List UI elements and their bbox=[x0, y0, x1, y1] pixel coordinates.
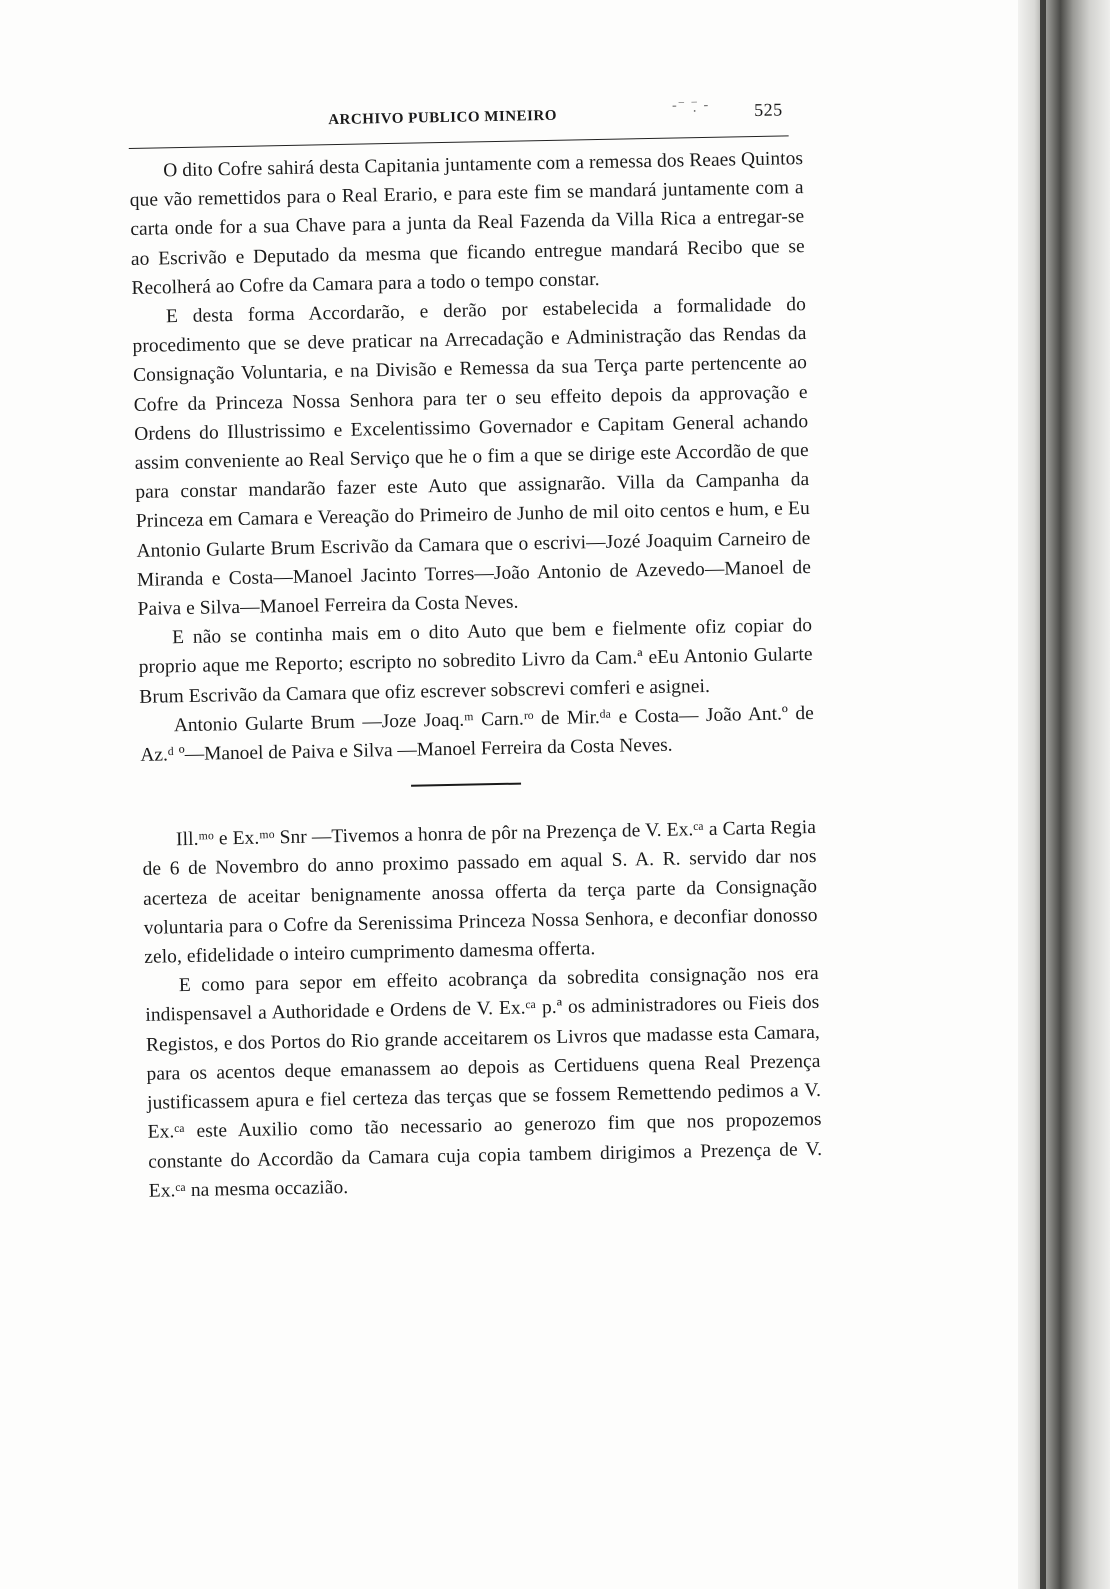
section-separator bbox=[411, 783, 521, 787]
scan-edge-shadow bbox=[1018, 0, 1110, 1589]
running-head bbox=[128, 95, 802, 138]
paragraph-copy-statement: E não se continha mais em o dito Auto que bem e fielmente ofiz copiar do proprio aque me Reporto; escripto no sobredito Livro da Cam.ª eEu Antonio Gularte Brum Escrivão da Camara que ofiz escrever sobscrevi comferi e asignei. bbox=[138, 615, 813, 708]
letter-paragraph-1: Ill.ᵐᵒ e Ex.ᵐᵒ Snr —Tivemos a honra de pôr na Prezença de V. Ex.ᶜᵃ a Carta Regia de 6 de Novembro do anno proximo passado em aqual S. A. R. servido dar nos acerteza de aceitar benignamente anossa offerta da terça parte da Consignação voluntaria para o Cofre da Serenissima Princeza Nossa Senhora, e deconfiar donosso zelo, efidelidade o inteiro cumprimento damesma offerta. bbox=[142, 817, 818, 968]
paragraph-cofre: O dito Cofre sahirá desta Capitania juntamente com a remessa dos Reaes Quintos que vão remettidos para o Real Erario, e para este fim se mandará juntamente com a carta onde for a sua Chave para a junta da Real Fazenda da Villa Rica a entregar-se ao Escrivão e Deputado da mesma que ficando entregue mandará Recibo que se Recolherá ao Cofre da Camara para a todo o tempo constar. bbox=[129, 148, 805, 299]
printer-mark: -⁻ ⁻̣̣ - bbox=[671, 97, 710, 114]
signature-line: Antonio Gularte Brum —Joze Joaq.ᵐ Carn.ʳᵒ de Mir.ᵈᵃ e Costa— João Ant.º de Az.ᵈ º—Manoel de Paiva e Silva —Manoel Ferreira da Costa Neves. bbox=[140, 702, 814, 766]
running-head-title: ARCHIVO PUBLICO MINEIRO bbox=[328, 107, 558, 129]
page-number: 525 bbox=[753, 99, 783, 120]
paragraph-accordarao: E desta forma Accordarão, e derão por estabelecida a formalidade do procedimento que se deve praticar na Arrecadação e Administração das Rendas da Consignação Voluntaria, e na Divisão e Remessa da sua Terça parte pertencente ao Cofre da Princeza Nossa Senhora para ter o seu effeito depois da approvação e Ordens do Illustrissimo e Excelentissimo Governador e Capitam General achando assim conveniente ao Real Serviço que he o fim a que se dirige este Accordão de que para constar mandarão fazer este Auto que assignarão. Villa da Campanha da Princeza em Camara e Vereação do Primeiro de Junho de mil oito centos e hum, e Eu Antonio Gularte Brum Escrivão da Camara que o escrivi—Jozé Joaquim Carneiro de Miranda e Costa—Manoel Jacinto Torres—João Antonio de Azevedo—Manoel de Paiva e Silva—Manoel Ferreira da Costa Neves. bbox=[132, 294, 812, 620]
page-binding-edge bbox=[1040, 0, 1046, 1589]
page-text bbox=[128, 95, 823, 1206]
letter-paragraph-2: E como para sepor em effeito acobrança da sobredita consignação nos era indispensavel a Authoridade e Ordens de V. Ex.ᶜᵃ p.ª os administradores ou Fieis dos Registos, e dos Portos do Rio grande acceitarem os Livros que madasse esta Camara, para os acentos deque emanassem ao depois as Certiduens quena Real Prezença justificassem apura e fiel certeza das terças que se fossem Remettendo pedimos a V. Ex.ᶜᵃ este Auxilio como tão necessario ao generozo fim que nos propozemos constante do Accordão da Camara cuja copia tambem dirigimos a Prezença de V. Ex.ᶜᵃ na mesma occazião. bbox=[145, 963, 823, 1202]
